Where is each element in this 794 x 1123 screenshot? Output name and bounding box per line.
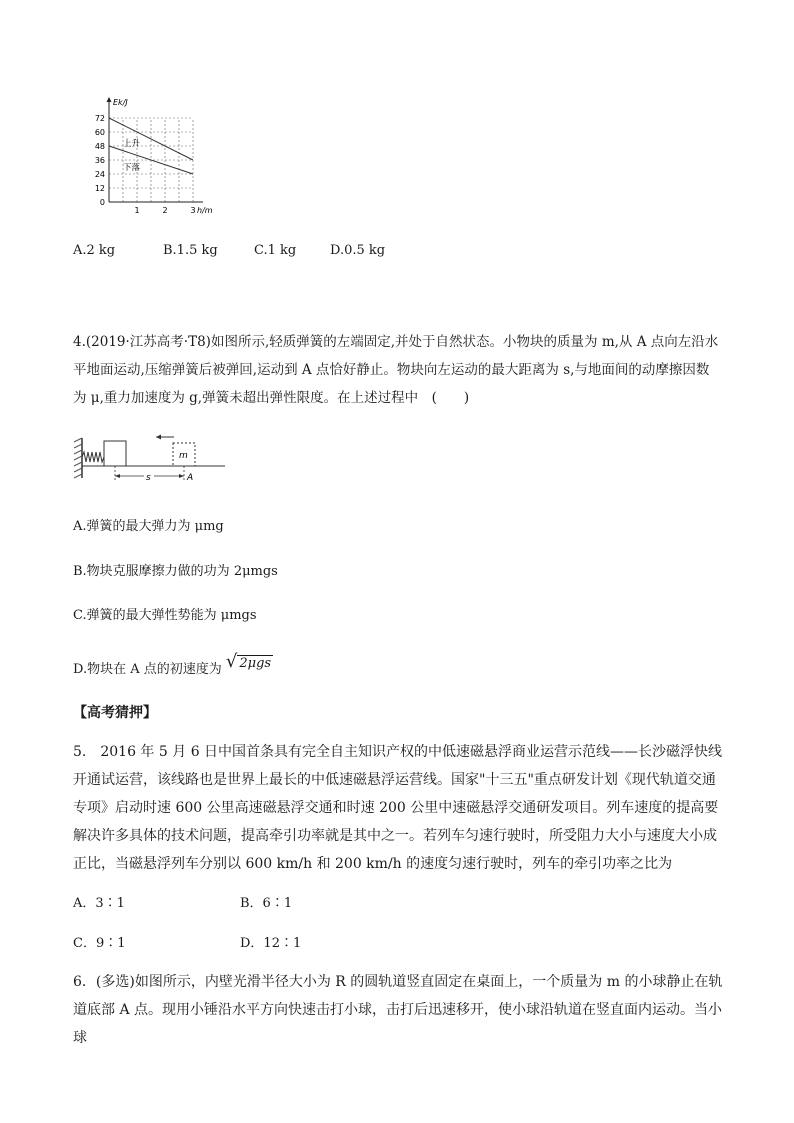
- q3-option-a: A.2 kg: [73, 243, 116, 258]
- q4-option-d-prefix: D.物块在 A 点的初速度为: [73, 662, 222, 677]
- x-tick-label: 1: [134, 206, 140, 215]
- section-title: 【高考猜押】: [73, 705, 157, 721]
- q6-stem: 6．(多选)如图所示，内壁光滑半径大小为 R 的圆轨道竖直固定在桌面上，一个质量为 m 的小球静止在轨道底部 A 点。现用小锤沿水平方向快速击打小球，击打后迅速移开，使小球沿轨道在竖直面内运动。当小球: [73, 974, 723, 1046]
- q3-option-c: C.1 kg: [254, 243, 297, 258]
- y-tick-label: 60: [94, 128, 105, 137]
- q4-option-d: [73, 651, 273, 678]
- y-tick-label: 48: [94, 142, 105, 151]
- y-tick-label: 72: [94, 114, 105, 123]
- q4-stem-line2: 平地面运动,压缩弹簧后被弹回,运动到 A 点恰好静止。物块向左运动的最大距离为 s,与地面间的动摩擦因数: [73, 362, 710, 378]
- q5-option-c: C．9∶1: [73, 936, 126, 951]
- x-axis-label: h/m: [197, 206, 213, 215]
- series-label: 上升: [123, 139, 141, 149]
- mass-label: m: [179, 451, 188, 461]
- y-tick-label: 24: [94, 170, 105, 179]
- q5-option-b: B．6∶1: [240, 896, 293, 911]
- q4-stem-line1: 4.(2019·江苏高考·T8)如图所示,轻质弹簧的左端固定,并处于自然状态。小物块的质量为 m,从 A 点向左沿水: [73, 334, 719, 350]
- sqrt-expression: [226, 651, 273, 672]
- sqrt-radicand: 2μgs: [239, 656, 272, 671]
- q4-option-b: B.物块克服摩擦力做的功为 2μmgs: [73, 564, 278, 579]
- q3-option-b: B.1.5 kg: [163, 243, 218, 258]
- sqrt-sign: √: [225, 651, 238, 672]
- point-a-label: A: [187, 473, 194, 483]
- q5-option-a: A．3∶1: [73, 896, 125, 911]
- energy-height-graph: [85, 95, 230, 220]
- x-tick-label: 3: [190, 206, 196, 215]
- x-tick-label: 2: [162, 206, 168, 215]
- chart-ticks: [95, 98, 213, 215]
- y-axis-arrow: [107, 97, 112, 102]
- q4-stem-line3: 为 μ,重力加速度为 g,弹簧未超出弹性限度。在上述过程中 ( ): [73, 390, 470, 406]
- y-axis-label: Ek/J: [113, 98, 128, 107]
- q4-option-a: A.弹簧的最大弹力为 μmg: [73, 519, 224, 534]
- spring-block-figure: [70, 428, 230, 490]
- distance-label: s: [146, 473, 151, 483]
- q5-option-d: D．12∶1: [240, 936, 302, 951]
- q5-stem: 5. 2016 年 5 月 6 日中国首条具有完全自主知识产权的中低速磁悬浮商业运营示范线——长沙磁浮快线开通试运营，该线路也是世界上最长的中低速磁悬浮运营线。国家"十三五"重点研发计划《现代轨道交通专项》启动时速 600 公里高速磁悬浮交通和时速 200 公里中速磁悬浮交通研发项目。列车速度的提高要解决许多具体的技术问题，提高牵引功率就是其中之一。若列车匀速行驶时，所受阻力大小与速度大小成正比，当磁悬浮列车分别以 600 km/h 和 200 km/h 的速度匀速行驶时，列车的牵引功率之比为: [73, 744, 723, 872]
- y-tick-label: 0: [99, 198, 105, 207]
- y-tick-label: 12: [94, 184, 105, 193]
- y-tick-label: 36: [94, 156, 105, 165]
- q3-option-d: D.0.5 kg: [330, 243, 386, 258]
- series-label: 下落: [123, 163, 141, 173]
- q4-option-c: C.弹簧的最大弹性势能为 μmgs: [73, 608, 257, 623]
